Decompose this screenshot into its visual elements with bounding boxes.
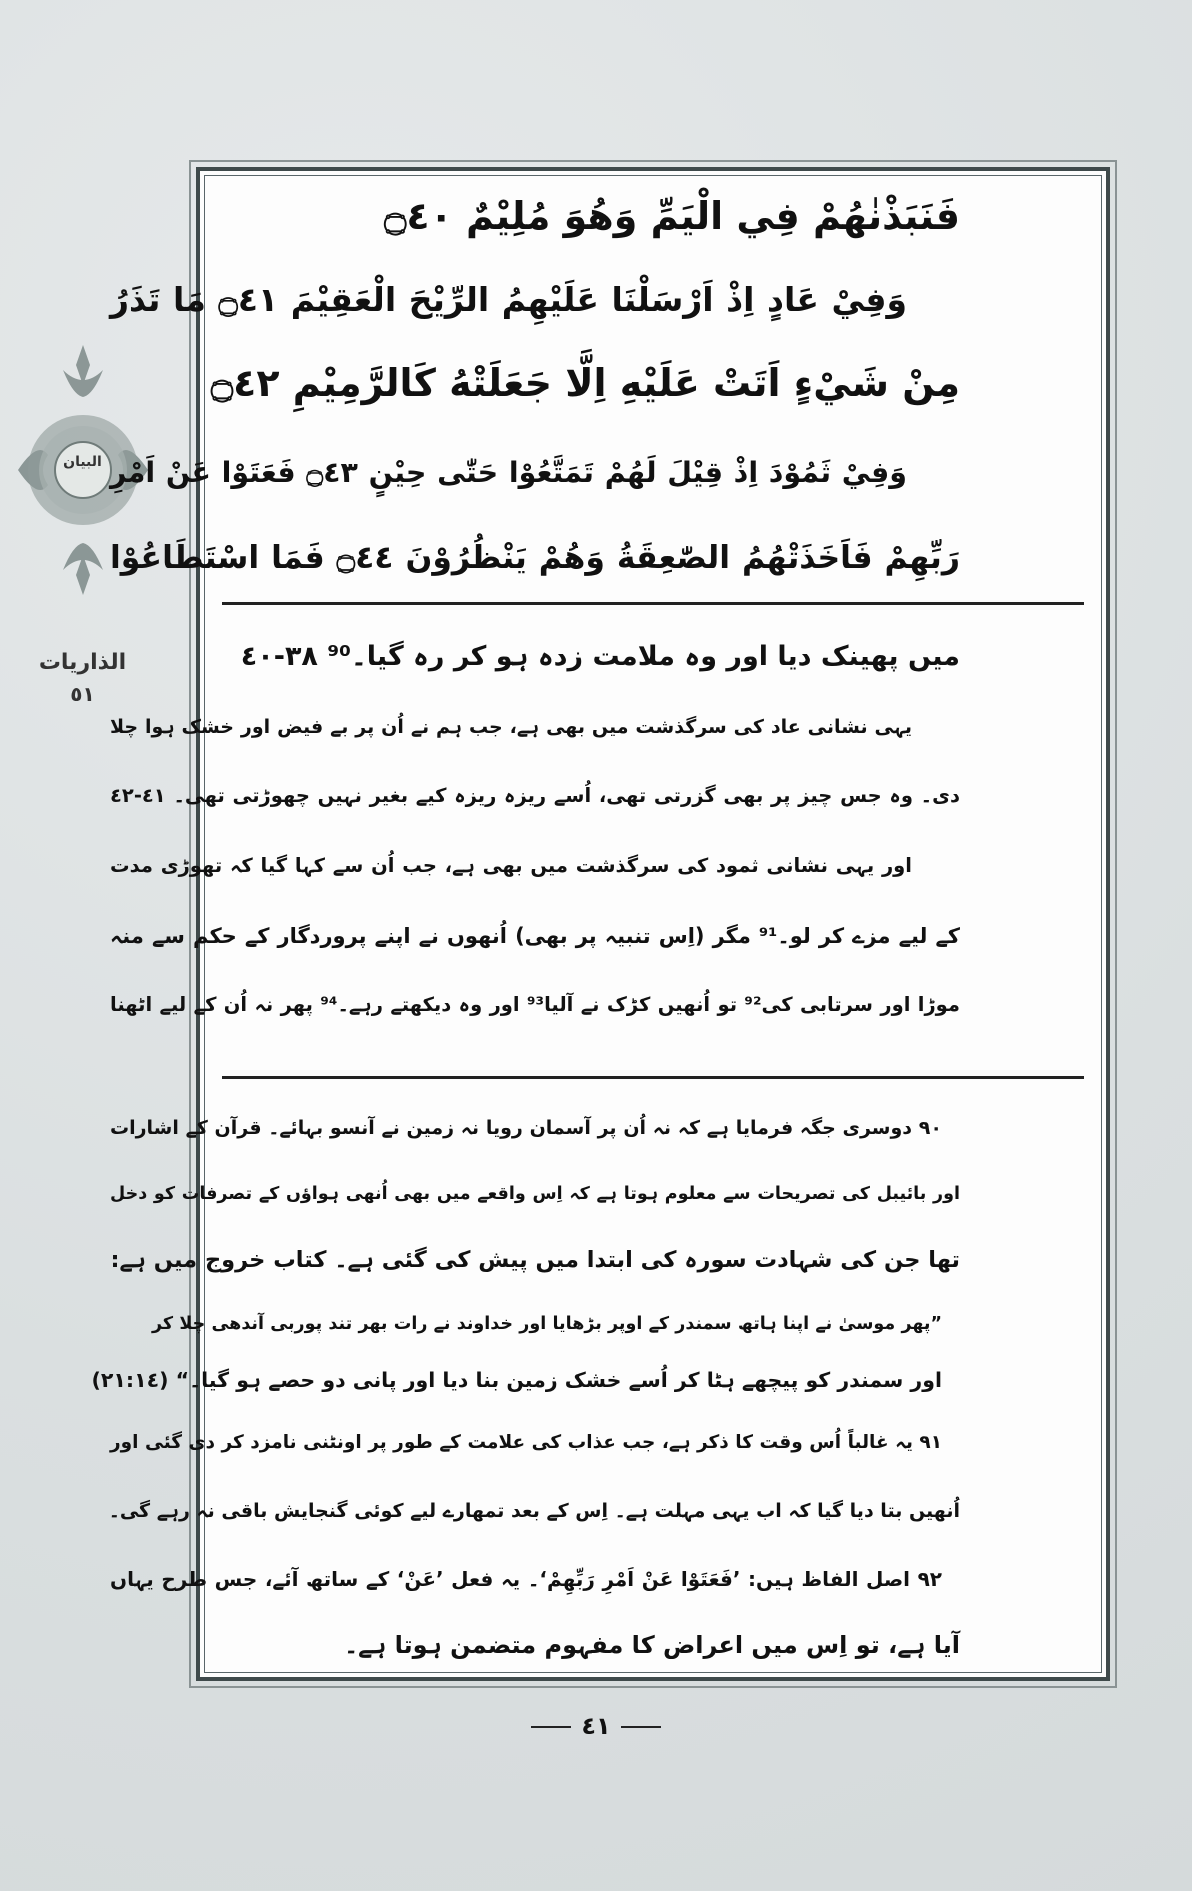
medallion-label: البیان	[63, 454, 102, 470]
arabic-verse-line: وَفِيْ ثَمُوْدَ اِذْ قِيْلَ لَهُمْ تَمَتَّعُوْا حَتّٰى حِيْنٍ ۝٤٣ فَعَتَوْا عَنْ اَمْرِ	[110, 456, 907, 489]
section-divider	[222, 602, 1084, 605]
translation-line: اور یہی نشانی ثمود کی سرگذشت میں بھی ہے، جب اُن سے کہا گیا کہ تھوڑی مدت	[110, 854, 912, 877]
page-number-footer	[0, 1712, 1192, 1740]
footnote-quote-line: ”پھر موسیٰ نے اپنا ہاتھ سمندر کے اوپر بڑھایا اور خداوند نے رات بھر تند پوربی آندھی چلا کر	[152, 1314, 942, 1334]
footnote-line: ٩٠ دوسری جگہ فرمایا ہے کہ نہ اُن پر آسمان رویا نہ زمین نے آنسو بہائے۔ قرآن کے اشارات	[110, 1117, 942, 1139]
footnote-divider	[222, 1076, 1084, 1079]
footnote-quote-line: اور سمندر کو پیچھے ہٹا کر اُسے خشک زمین بنا دیا اور پانی دو حصے ہو گیا۔“ (٢١:١٤)	[91, 1368, 942, 1392]
page-number-dash	[531, 1726, 571, 1728]
surah-name: الذاریات	[38, 650, 127, 675]
footnote-line: اور بائیبل کی تصریحات سے معلوم ہوتا ہے کہ اِس واقعے میں بھی اُنھی ہواؤں کے تصرفات کو دخل	[110, 1184, 960, 1204]
translation-line: یہی نشانی عاد کی سرگذشت میں بھی ہے، جب ہم نے اُن پر بے فیض اور خشک ہوا چلا	[110, 716, 912, 738]
arabic-verse-line: رَبِّهِمْ فَاَخَذَتْهُمُ الصّٰعِقَةُ وَهُمْ يَنْظُرُوْنَ ۝٤٤ فَمَا اسْتَطَاعُوْا	[110, 540, 960, 576]
page-number-dash	[621, 1726, 661, 1728]
footnote-line: ٩١ یہ غالباً اُس وقت کا ذکر ہے، جب عذاب کی علامت کے طور پر اونٹنی نامزد کر دی گئی اور	[110, 1432, 942, 1453]
arabic-verse-line: مِنْ شَيْءٍ اَتَتْ عَلَيْهِ اِلَّا جَعَلَتْهُ كَالرَّمِيْمِ ۝٤٢	[210, 361, 960, 405]
page-number: ٤١	[581, 1712, 611, 1740]
footnote-line: اُنھیں بتا دیا گیا کہ اب یہی مہلت ہے۔ اِس کے بعد تمھارے لیے کوئی گنجایش باقی نہ رہے گی۔	[108, 1500, 960, 1522]
footnote-line: ٩٢ اصل الفاظ ہیں: ’فَعَتَوْا عَنْ اَمْرِ رَبِّهِمْ‘۔ یہ فعل ’عَنْ‘ کے ساتھ آئے، جس طرح یہاں	[110, 1567, 942, 1591]
arabic-verse-line: وَفِيْ عَادٍ اِذْ اَرْسَلْنَا عَلَيْهِمُ الرِّيْحَ الْعَقِيْمَ ۝٤١ مَا تَذَرُ	[110, 280, 907, 319]
surah-number: ٥١	[70, 682, 95, 706]
translation-line: میں پھینک دیا اور وہ ملامت زدہ ہو کر رہ گیا۔⁹⁰ ٣٨-٤٠	[240, 641, 960, 672]
footnote-line: آیا ہے، تو اِس میں اعراض کا مفہوم متضمن ہوتا ہے۔	[344, 1631, 960, 1659]
footnote-line: تھا جن کی شہادت سورہ کی ابتدا میں پیش کی گئی ہے۔ کتاب خروج میں ہے:	[110, 1247, 960, 1273]
arabic-verse-line: فَنَبَذْنٰهُمْ فِي الْيَمِّ وَهُوَ مُلِيْمٌ ۝٤٠	[384, 194, 960, 238]
translation-line: دی۔ وہ جس چیز پر بھی گزرتی تھی، اُسے ریزہ ریزہ کیے بغیر نہیں چھوڑتی تھی۔ ٤١-٤٢	[110, 784, 960, 807]
translation-line: کے لیے مزے کر لو۔⁹¹ مگر (اِس تنبیہ پر بھی) اُنھوں نے اپنے پروردگار کے حکم سے منہ	[110, 924, 961, 948]
translation-line: موڑا اور سرتابی کی⁹² تو اُنھیں کڑک نے آلیا⁹³ اور وہ دیکھتے رہے۔⁹⁴ پھر نہ اُن کے لیے اٹھنا	[110, 993, 960, 1016]
